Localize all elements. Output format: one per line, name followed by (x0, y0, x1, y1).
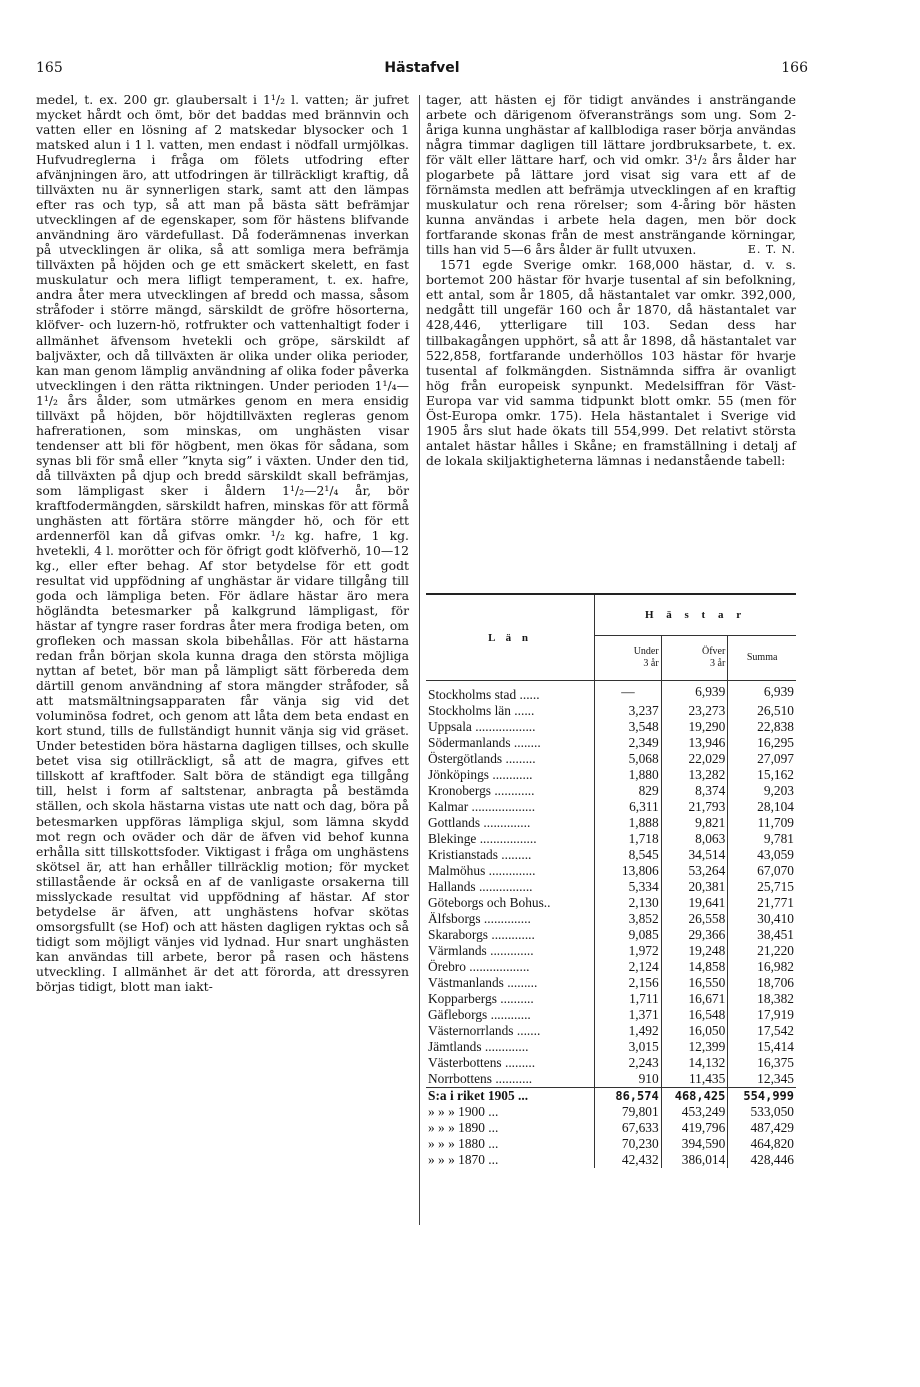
table-row (426, 1023, 796, 1039)
cell-under: 2,243 (595, 1055, 662, 1071)
table-row (426, 831, 796, 847)
table-row (426, 911, 796, 927)
cell-summa: 27,097 (757, 751, 794, 766)
cell-ofver: 394,590 (661, 1136, 728, 1152)
cell-under: 2,124 (595, 959, 662, 975)
cell-ofver: 53,264 (661, 863, 728, 879)
cell-summa: 9,203 (763, 783, 794, 798)
cell-summa: 22,838 (757, 719, 794, 734)
cell-under: 1,880 (595, 767, 662, 783)
cell-ofver: 468,425 (661, 1088, 728, 1105)
table-row (426, 751, 796, 767)
cell-ofver: 34,514 (661, 847, 728, 863)
table-row (426, 703, 796, 719)
cell-ofver: 9,821 (661, 815, 728, 831)
col-header-under: Under 3 år (595, 636, 662, 681)
cell-ofver: 386,014 (661, 1152, 728, 1168)
cell-under: 13,806 (595, 863, 662, 879)
author-signature: E. T. N. (747, 243, 796, 257)
page-header (36, 60, 808, 80)
cell-summa: 21,220 (757, 943, 794, 958)
table-row (426, 799, 796, 815)
table-row (426, 895, 796, 911)
cell-under: 1,888 (595, 815, 662, 831)
page-title: Hästafvel (384, 60, 460, 76)
cell-summa: 16,375 (757, 1055, 794, 1070)
table-row (426, 783, 796, 799)
cell-under: 70,230 (595, 1136, 662, 1152)
cell-ofver: 16,550 (661, 975, 728, 991)
cell-lan: Värmlands ............. (426, 943, 595, 959)
cell-summa: 16,295 (757, 735, 794, 750)
total-row (426, 1104, 796, 1120)
total-row (426, 1152, 796, 1168)
col-header-hastar: H ä s t a r (595, 594, 796, 636)
table-row (426, 1039, 796, 1055)
cell-summa: 12,345 (757, 1071, 794, 1086)
cell-lan: Östergötlands ......... (426, 751, 595, 767)
cell-under: 5,334 (595, 879, 662, 895)
cell-under: 1,972 (595, 943, 662, 959)
cell-lan: Norrbottens ........... (426, 1071, 595, 1088)
cell-summa: 67,070 (757, 863, 794, 878)
cell-ofver: 21,793 (661, 799, 728, 815)
cell-lan: Örebro .................. (426, 959, 595, 975)
cell-summa: 18,706 (757, 975, 794, 990)
cell-lan: Gottlands .............. (426, 815, 595, 831)
cell-summa: 15,414 (757, 1039, 794, 1054)
cell-ofver: 13,946 (661, 735, 728, 751)
cell-under: 1,711 (595, 991, 662, 1007)
cell-under: 86,574 (595, 1088, 662, 1105)
cell-under: 910 (595, 1071, 662, 1088)
cell-total-label: » » » 1880 ... (426, 1136, 595, 1152)
cell-lan: Västernorrlands ....... (426, 1023, 595, 1039)
table-row (426, 1055, 796, 1071)
cell-summa: 17,542 (757, 1023, 794, 1038)
table-body (426, 681, 796, 1169)
cell-under: 6,311 (595, 799, 662, 815)
cell-lan: Skaraborgs ............. (426, 927, 595, 943)
column-divider (419, 95, 420, 1225)
table-row (426, 927, 796, 943)
page-number-left: 165 (36, 60, 63, 76)
cell-lan: Kronobergs ............ (426, 783, 595, 799)
cell-ofver: 16,671 (661, 991, 728, 1007)
cell-under: 42,432 (595, 1152, 662, 1168)
cell-summa: 38,451 (757, 927, 794, 942)
cell-ofver: 453,249 (661, 1104, 728, 1120)
cell-ofver: 14,858 (661, 959, 728, 975)
cell-summa: 11,709 (757, 815, 794, 830)
total-row (426, 1088, 796, 1105)
cell-lan: Älfsborgs .............. (426, 911, 595, 927)
cell-summa: 28,104 (757, 799, 794, 814)
cell-under: 829 (595, 783, 662, 799)
left-paragraph: medel, t. ex. 200 gr. glaubersalt i 1¹/₂ l. vatten; är jufret mycket hårdt och ömt, bör det baddas med brännvin och vatten eller en lösning af 2 matskedar blysocker och 1 matsked alun i 1 l. vatten, men endast i nödfall urmjölkas. Hufvudreglerna i fråga om fölets utfodring efter afvänjningen äro, att utfodringen är tillräckligt kraftig, då tillväxten nu är synnerligen stark, samt att den lämpas efter ras och typ, så att man på bästa sätt befrämjar utvecklingen af de egenskaper, som för hästens blifvande användning äro värdefullast. Då foderämnenas inverkan på utvecklingen är olika, så att somliga mera befrämja tillväxten på höjden och ge ett smäckert skelett, en fast muskulatur och mera lifligt temperament, t. ex. hafre, andra åter mera utvecklingen af bredd och massa, såsom stråfoder i större mängd, särskildt de gröfre hösorterna, klöfver- och luzern-hö, rotfrukter och vattenhaltigt foder i allmänhet äfvensom hvetekli och gröpe, särskildt af baljväxter, och då tillväxten är olika under olika perioder, kan man genom lämplig användning af olika foder påverka utvecklingen i den rätta riktningen. Under perioden 1¹/₄—1¹/₂ års ålder, som utmärkes genom en mera ensidig tillväxt på höjden, bör höjdtillväxten regleras genom hafrerationen, som minskas, om unghästen visar tendenser att bli för högbent, men ökas för sådana, som synas bli för små eller ”knyta sig” i växten. Under den tid, då tillväxten på djup och bredd särskildt skall befrämjas, som lämpligast sker i åldern 1¹/₂—2¹/₄ år, bör kraftfodermängden, särskildt hafren, minskas för att förmå unghästen att förtära större mängder hö, och för ett ardennerföl kan då gifvas omkr. ¹/₂ kg. hafre, 1 kg. hvetekli, 4 l. morötter och för öfrigt godt klöfverhö, 10—12 kg., eller efter behag. Af stor betydelse för ett godt resultat vid uppfödning af unghästar är vidare tillgång till goda och lämpliga beten. För ädlare hästar äro mera högländta betesmarker på kalkgrund lämpligast, för hästar af tyngre raser fordras åter mera frodiga beten, om grofleken och massan skola bibehållas. För att hästarna redan från början skola kunna draga den största möjliga nyttan af betet, bör man på lämpligt sätt förbereda dem därtill genom användning af stora mängder stråfoder, så att matsmältningsapparaten får vänja sig vid det voluminösa fodret, och genom att låta dem beta endast en kort stund, tills de fullständigt hunnit vänja sig vid gräset. Under betestiden böra hästarna dagligen tillses, och skulle betet visa sig otillräckligt, så att de magra, gifves ett tillskott af kraftfoder. Salt böra de ständigt ega tillgång till, helst i form af saltstenar, anbragta på bestämda ställen, och skola hästarna vistas ute natt och dag, böra på betesmarken uppföras lämpliga skjul, som lämna skydd mot regn och oväder och där de äfven vid behof kunna erhålla sitt tillskottsfoder. Viktigast i fråga om unghästens skötsel är, att han erhåller tillräcklig motion; för mycket stillastående är också en af de vanligaste orsakerna till misslyckade resultat vid uppfödning af hästar. Af stor betydelse är äfven, att unghästens hofvar skötas omsorgsfullt (se Hof) och att hästen dagligen ryktas och så tidigt som möjligt vänjes vid lydnad. Hur snart unghästen kan användas till arbete, beror på rasen och hästens utveckling. I allmänhet är det att förorda, att dressyren börjas tidigt, blott man iakt- (36, 92, 409, 994)
cell-total-label: S:a i riket 1905 ... (426, 1088, 595, 1105)
cell-ofver: 8,374 (661, 783, 728, 799)
cell-ofver: 19,641 (661, 895, 728, 911)
cell-summa: 428,446 (750, 1152, 794, 1167)
cell-summa: 487,429 (750, 1120, 794, 1135)
cell-summa: 554,999 (728, 1088, 796, 1105)
cell-ofver: 23,273 (661, 703, 728, 719)
cell-under: 3,015 (595, 1039, 662, 1055)
cell-total-label: » » » 1870 ... (426, 1152, 595, 1168)
cell-lan: Blekinge ................. (426, 831, 595, 847)
cell-ofver: 13,282 (661, 767, 728, 783)
cell-under: 79,801 (595, 1104, 662, 1120)
table-row (426, 847, 796, 863)
cell-under: 67,633 (595, 1120, 662, 1136)
cell-summa: 533,050 (750, 1104, 794, 1119)
cell-lan: Kopparbergs .......... (426, 991, 595, 1007)
cell-ofver: 19,248 (661, 943, 728, 959)
cell-summa: 21,771 (757, 895, 794, 910)
cell-lan: Stockholms stad ...... (426, 681, 595, 704)
cell-summa: 26,510 (757, 703, 794, 718)
cell-ofver: 16,050 (661, 1023, 728, 1039)
cell-under: 1,718 (595, 831, 662, 847)
page-number-right: 166 (781, 60, 808, 76)
table-row (426, 879, 796, 895)
right-paragraph-1 (426, 92, 796, 257)
cell-total-label: » » » 1890 ... (426, 1120, 595, 1136)
right-paragraph-2: 1571 egde Sverige omkr. 168,000 hästar, d. v. s. bortemot 200 hästar för hvarje tusental af sin befolkning, ett antal, som år 1805, då hästantalet var omkr. 392,000, nedgått till ungefär 160 och år 1870, då hästantalet var 428,446, ytterligare till 103. Sedan dess har tillbakagången upphört, så att år 1898, då hästantalet var 522,858, fortfarande underhöllos 103 hästar för hvarje tusental af folkmängden. Sistnämnda siffra är ovanligt hög från europeisk synpunkt. Medelsiffran för Väst-Europa var vid samma tidpunkt blott omkr. 55 (men för Öst-Europa omkr. 175). Hela hästantalet i Sverige vid 1905 års slut hade ökats till 554,999. Det relativt största antalet hästar hålles i Skåne; en framställning i detalj af de lokala skiljaktigheterna lämnas i nedanstående tabell: (426, 257, 796, 468)
cell-lan: Södermanlands ........ (426, 735, 595, 751)
cell-lan: Gäfleborgs ............ (426, 1007, 595, 1023)
cell-lan: Hallands ................ (426, 879, 595, 895)
table-row (426, 1007, 796, 1023)
col-header-lan: L ä n (426, 594, 595, 681)
right-paragraph-1-text: tager, att hästen ej för tidigt användes i ansträngande arbete och därigenom öfveransträngs som ung. Som 2-åriga kunna unghästar af kallblodiga raser börja användas några timmar dagligen till lättare jordbruksarbete, t. ex. för vält eller lättare harf, och vid omkr. 3¹/₂ års ålder har plogarbete på lättare jord visat sig vara ett af de förnämsta medlen att befrämja utvecklingen af en kraftig muskulatur och rena rörelser; som 4-åring bör hästen kunna användas i arbete hela dagen, men bör dock fortfarande skonas från de mest ansträngande körningar, tills han vid 5—6 års ålder är fullt utvuxen. (426, 92, 796, 258)
table-row (426, 863, 796, 879)
table-row (426, 975, 796, 991)
cell-ofver: 19,290 (661, 719, 728, 735)
cell-under: — (595, 681, 662, 704)
table-row (426, 681, 796, 704)
cell-lan: Uppsala .................. (426, 719, 595, 735)
cell-under: 5,068 (595, 751, 662, 767)
cell-total-label: » » » 1900 ... (426, 1104, 595, 1120)
cell-lan: Jönköpings ............ (426, 767, 595, 783)
cell-under: 9,085 (595, 927, 662, 943)
cell-summa: 18,382 (757, 991, 794, 1006)
cell-summa: 464,820 (750, 1136, 794, 1151)
cell-under: 2,130 (595, 895, 662, 911)
col-header-ofver: Öfver 3 år (661, 636, 728, 681)
total-row (426, 1120, 796, 1136)
table-row (426, 815, 796, 831)
cell-ofver: 8,063 (661, 831, 728, 847)
cell-under: 1,492 (595, 1023, 662, 1039)
cell-ofver: 22,029 (661, 751, 728, 767)
table-row (426, 735, 796, 751)
horse-statistics-table (426, 593, 796, 1168)
cell-under: 8,545 (595, 847, 662, 863)
cell-summa: 25,715 (757, 879, 794, 894)
cell-under: 3,852 (595, 911, 662, 927)
cell-ofver: 419,796 (661, 1120, 728, 1136)
cell-ofver: 20,381 (661, 879, 728, 895)
cell-summa: 30,410 (757, 911, 794, 926)
cell-lan: Västmanlands ......... (426, 975, 595, 991)
cell-lan: Malmöhus .............. (426, 863, 595, 879)
cell-summa: 17,919 (757, 1007, 794, 1022)
table-row (426, 767, 796, 783)
cell-lan: Kristianstads ......... (426, 847, 595, 863)
table-row (426, 1071, 796, 1088)
cell-ofver: 26,558 (661, 911, 728, 927)
cell-summa: 6,939 (763, 684, 794, 699)
total-row (426, 1136, 796, 1152)
table-row (426, 719, 796, 735)
col-header-summa: Summa (746, 652, 778, 663)
cell-under: 3,237 (595, 703, 662, 719)
cell-under: 3,548 (595, 719, 662, 735)
cell-ofver: 16,548 (661, 1007, 728, 1023)
cell-summa: 9,781 (763, 831, 794, 846)
cell-ofver: 29,366 (661, 927, 728, 943)
table-row (426, 991, 796, 1007)
cell-ofver: 12,399 (661, 1039, 728, 1055)
cell-lan: Jämtlands ............. (426, 1039, 595, 1055)
cell-ofver: 14,132 (661, 1055, 728, 1071)
table-row (426, 959, 796, 975)
cell-lan: Västerbottens ......... (426, 1055, 595, 1071)
left-column (36, 92, 409, 994)
cell-summa: 16,982 (757, 959, 794, 974)
cell-lan: Stockholms län ...... (426, 703, 595, 719)
cell-summa: 15,162 (757, 767, 794, 782)
table-row (426, 943, 796, 959)
cell-under: 1,371 (595, 1007, 662, 1023)
cell-lan: Göteborgs och Bohus.. (426, 895, 595, 911)
cell-ofver: 6,939 (661, 681, 728, 704)
cell-summa: 43,059 (757, 847, 794, 862)
cell-under: 2,156 (595, 975, 662, 991)
cell-under: 2,349 (595, 735, 662, 751)
right-column (426, 92, 796, 468)
cell-lan: Kalmar ................... (426, 799, 595, 815)
cell-ofver: 11,435 (661, 1071, 728, 1088)
